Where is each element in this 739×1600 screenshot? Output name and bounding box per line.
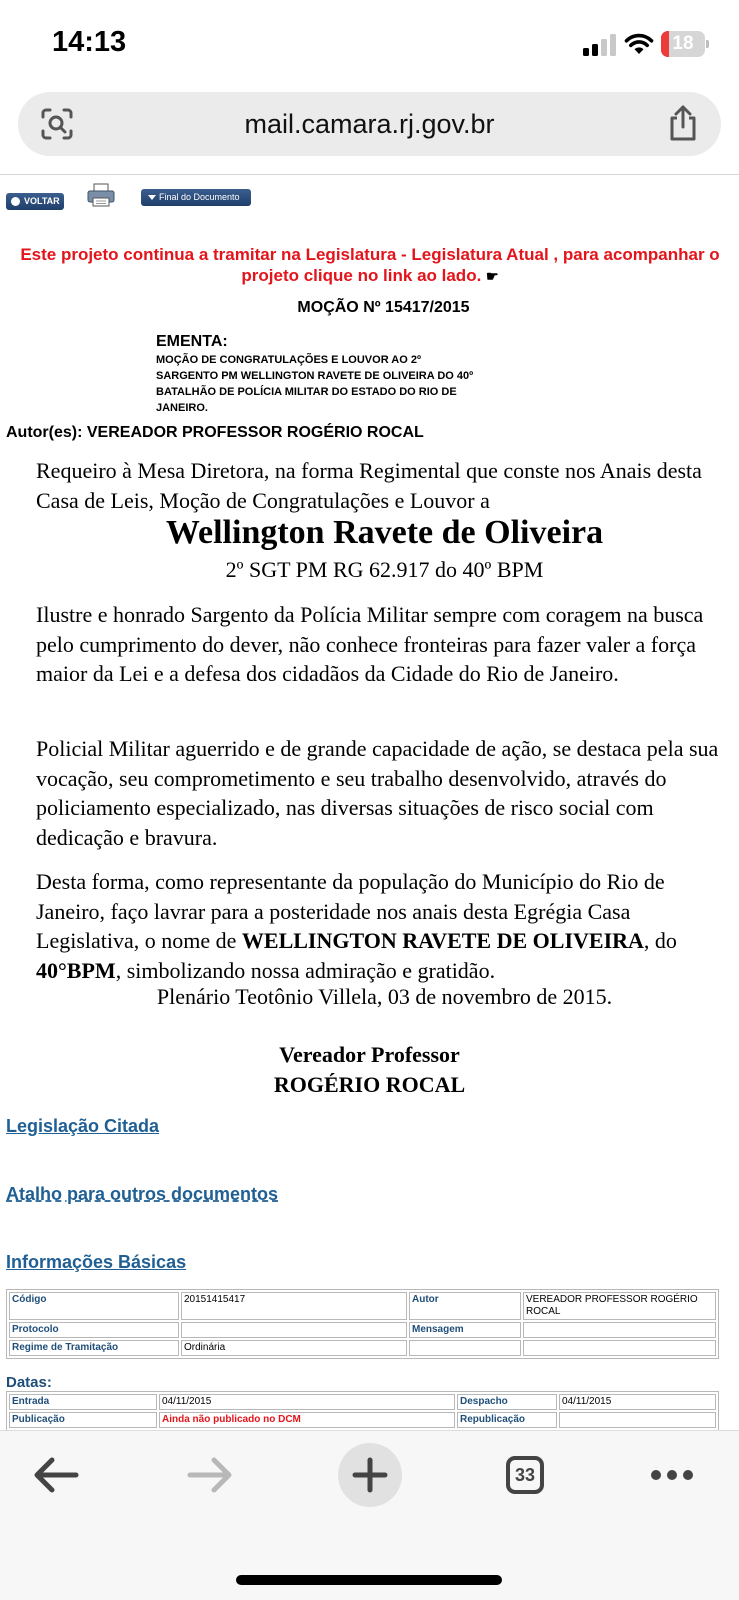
- more-options-icon[interactable]: [640, 1443, 704, 1507]
- url-text[interactable]: mail.camara.rj.gov.br: [244, 109, 495, 139]
- table-row: [9, 1322, 716, 1338]
- notice-text[interactable]: Este projeto continua a tramitar na Legislatura - Legislatura Atual , para acompanhar o projeto clique no link ao lado.: [20, 245, 720, 285]
- cell-empty: [409, 1340, 521, 1356]
- document-page: [0, 176, 739, 1456]
- table-row: [9, 1394, 716, 1410]
- authors: Autor(es): VEREADOR PROFESSOR ROGÉRIO ROCAL: [6, 424, 424, 441]
- cell-label: Autor: [409, 1292, 521, 1320]
- cell-empty: [523, 1340, 716, 1356]
- cell-value: 20151415417: [181, 1292, 407, 1320]
- honoree-name-bold: WELLINGTON RAVETE DE OLIVEIRA: [241, 928, 644, 953]
- cellular-signal-icon: [583, 34, 617, 56]
- home-indicator: [236, 1575, 502, 1585]
- legislacao-citada-link[interactable]: Legislação Citada: [6, 1116, 160, 1136]
- cell-label: Protocolo: [9, 1322, 179, 1338]
- status-bar: [0, 0, 739, 88]
- forward-arrow-icon[interactable]: [178, 1443, 242, 1507]
- pointing-hand-icon[interactable]: ☛: [486, 268, 499, 284]
- cell-label: Despacho: [457, 1394, 557, 1410]
- honoree-name: Wellington Ravete de Oliveira: [165, 514, 604, 551]
- paragraph-2: Policial Militar aguerrido e de grande capacidade de ação, se destaca pela sua vocação, seu comprometimento e seu trabalho desenvolvido, através do policiamento especializado, nas diversas situações de risco social com dedicação e bravura.: [36, 736, 719, 850]
- table-row: [9, 1412, 716, 1428]
- visual-search-icon[interactable]: [40, 107, 74, 141]
- table-row: [9, 1292, 716, 1320]
- basic-info-table: [6, 1289, 719, 1359]
- voltar-button[interactable]: VOLTAR: [6, 193, 64, 210]
- dates-table: [6, 1391, 719, 1431]
- intro-paragraph: Requeiro à Mesa Diretora, na forma Regimental que conste nos Anais desta Casa de Leis, Moção de Congratulações e Louvor a: [36, 458, 702, 513]
- cell-value: VEREADOR PROFESSOR ROGÉRIO ROCAL: [523, 1292, 716, 1320]
- tab-count[interactable]: 33: [506, 1456, 544, 1494]
- divider: [0, 174, 739, 175]
- address-bar[interactable]: [18, 92, 721, 156]
- cell-label: Republicação: [457, 1412, 557, 1428]
- battery-percentage: 18: [672, 33, 694, 54]
- signature-line-1: Vereador Professor: [279, 1042, 460, 1067]
- battery-icon: [661, 31, 709, 57]
- cell-label: Publicação: [9, 1412, 157, 1428]
- cell-value: Ordinária: [181, 1340, 407, 1356]
- signature-line-2: ROGÉRIO ROCAL: [273, 1072, 466, 1097]
- cell-label: Entrada: [9, 1394, 157, 1410]
- wifi-icon: [624, 32, 654, 56]
- printer-icon[interactable]: [86, 183, 116, 207]
- datas-heading: Datas:: [6, 1374, 52, 1391]
- table-row: [9, 1340, 716, 1356]
- cell-value: 04/11/2015: [159, 1394, 455, 1410]
- cell-label: Mensagem: [409, 1322, 521, 1338]
- closing-line: Plenário Teotônio Villela, 03 de novembro de 2015.: [156, 984, 613, 1009]
- tabs-button[interactable]: [493, 1443, 557, 1507]
- cell-value: [523, 1322, 716, 1338]
- honoree-rank: 2º SGT PM RG 62.917 do 40º BPM: [225, 557, 544, 582]
- ementa-label: EMENTA:: [156, 333, 228, 350]
- ementa-text: MOÇÃO DE CONGRATULAÇÕES E LOUVOR AO 2º SARGENTO PM WELLINGTON RAVETE DE OLIVEIRA DO 40º BATALHÃO DE POLÍCIA MILITAR DO ESTADO DO RIO DE JANEIRO.: [156, 354, 474, 414]
- legislature-notice[interactable]: [20, 244, 720, 287]
- share-icon[interactable]: [666, 104, 700, 142]
- atalho-documentos-link[interactable]: Atalho para outros documentos: [6, 1184, 279, 1204]
- document-title: MOÇÃO Nº 15417/2015: [297, 299, 470, 316]
- final-documento-button[interactable]: Final do Documento: [141, 189, 251, 206]
- clock: 14:13: [52, 26, 127, 58]
- informacoes-basicas-link[interactable]: Informações Básicas: [6, 1252, 187, 1272]
- new-tab-plus-icon[interactable]: [338, 1443, 402, 1507]
- cell-value: [559, 1412, 716, 1428]
- cell-value: Ainda não publicado no DCM: [159, 1412, 455, 1428]
- back-arrow-icon[interactable]: [24, 1443, 88, 1507]
- cell-label: Regime de Tramitação: [9, 1340, 179, 1356]
- signature-block: [0, 1040, 739, 1100]
- paragraph-3: Desta forma, como representante da população do Município do Rio de Janeiro, faço lavrar para a posteridade nos anais desta Egrégia Casa Legislativa, o nome de WELLINGTON RAVETE DE OLIVEIRA, do 40°BPM, simbolizando nossa admiração e gratidão.: [36, 869, 677, 983]
- paragraph-1: Ilustre e honrado Sargento da Polícia Militar sempre com coragem na busca pelo cumprimento do dever, não conhece fronteiras para fazer valer a força maior da Lei e a defesa dos cidadãos da Cidade do Rio de Janeiro.: [36, 602, 704, 686]
- battalion-bold: 40°BPM: [36, 957, 116, 983]
- cell-value: 04/11/2015: [559, 1394, 716, 1410]
- cell-value: [181, 1322, 407, 1338]
- cell-label: Código: [9, 1292, 179, 1320]
